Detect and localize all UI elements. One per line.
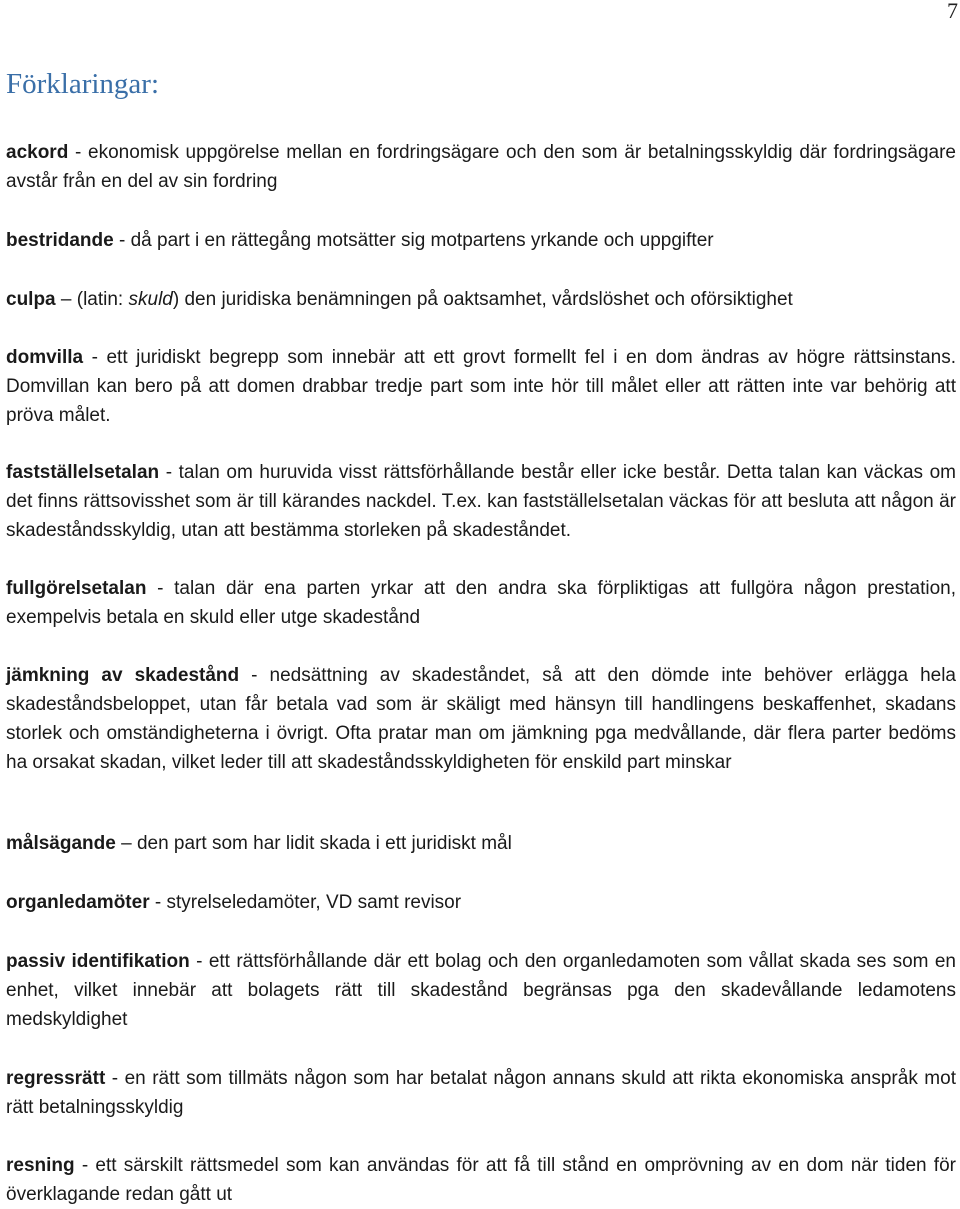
glossary-term: culpa [6,289,56,310]
separator: – [115,833,137,854]
glossary-definition: den part som har lidit skada i ett juridiskt mål [136,833,512,854]
glossary-definition: då part i en rättegång motsätter sig motpartens yrkande och uppgifter [130,230,714,251]
glossary-entry-faststallelsetalan [6,458,956,545]
glossary-entry-jamkning-av-skadestand [6,661,956,777]
separator: – [55,289,77,310]
glossary-entry-ackord [6,138,956,196]
glossary-definition: talan om huruvida visst rättsförhållande består eller icke består. Detta talan kan väckas om det finns rättsovisshet som är till kärandes nackdel. T.ex. kan fastställelsetalan väckas för att besluta att någon är skadeståndsskyldig, utan att bestämma storleken på skadeståndet. [6,462,956,541]
glossary-term: regressrätt [6,1068,106,1089]
glossary-definition: talan där ena parten yrkar att den andra ska förpliktigas att fullgöra någon prestation, exempelvis betala en skuld eller utge skadestånd [6,578,956,628]
glossary-entry-fullgorelsetalan [6,574,956,632]
glossary-entry-resning [6,1151,956,1209]
separator: - [189,951,209,972]
glossary-definition-prefix: (latin: [76,289,129,310]
separator: - [159,462,179,483]
glossary-term: organledamöter [6,892,150,913]
glossary-term: målsägande [6,833,116,854]
glossary-definition: ett juridiskt begrepp som innebär att ett grovt formellt fel i en dom ändras av högre rättsinstans. Domvillan kan bero på att domen drabbar tredje part som inte hör till målet eller att rätten inte var behörig att pröva målet. [6,347,956,426]
glossary-definition: nedsättning av skadeståndet, så att den dömde inte behöver erlägga hela skadeståndsbeloppet, utan får betala vad som är skäligt med hänsyn till handlingens beskaffenhet, skadans storlek och omständigheterna i övrigt. Ofta pratar man om jämkning pga medvållande, där flera parter bedöms ha orsakat skadan, vilket leder till att skadeståndsskyldigheten för enskild part minskar [6,665,956,773]
separator: - [113,230,131,251]
glossary-term: resning [6,1155,75,1176]
separator: - [105,1068,125,1089]
glossary-definition: en rätt som tillmäts någon som har betalat någon annans skuld att rikta ekonomiska anspråk mot rätt betalningsskyldig [6,1068,956,1118]
glossary-definition-suffix: ) den juridiska benämningen på oaktsamhet, vårdslöshet och oförsiktighet [172,289,793,310]
glossary-entry-malsagande [6,829,956,858]
glossary-term: ackord [6,142,69,163]
glossary-entry-bestridande [6,226,956,255]
glossary-term: fullgörelsetalan [6,578,147,599]
glossary-entry-domvilla [6,343,956,430]
glossary-term: fastställelsetalan [6,462,160,483]
separator: - [83,347,107,368]
glossary-entry-organledamoter [6,888,956,917]
glossary-definition: ett rättsförhållande där ett bolag och den organledamoten som vållat skada ses som en enhet, vilket innebär att bolagets rätt till skadestånd begränsas pga den skadevållande ledamotens medskyldighet [6,951,957,1030]
glossary-entry-regressratt [6,1064,956,1122]
separator: - [149,892,167,913]
glossary-term: domvilla [6,347,84,368]
glossary-term: bestridande [6,230,114,251]
separator: - [74,1155,96,1176]
glossary-entry-passiv-identifikation [6,947,956,1034]
glossary-definition: styrelseledamöter, VD samt revisor [166,892,462,913]
glossary-definition-italic: skuld [128,289,173,310]
page-title: Förklaringar: [6,68,160,100]
glossary-term: jämkning av skadestånd [6,665,240,686]
glossary-definition: ett särskilt rättsmedel som kan användas för att få till stånd en omprövning av en dom när tiden för överklagande redan gått ut [6,1155,956,1205]
glossary-term: passiv identifikation [6,951,190,972]
page-number: 7 [947,0,958,23]
separator: - [68,142,89,163]
separator: - [146,578,175,599]
glossary-definition: ekonomisk uppgörelse mellan en fordringsägare och den som är betalningsskyldig där fordringsägare avstår från en del av sin fordring [6,142,956,192]
separator: - [239,665,270,686]
glossary-entry-culpa [6,285,956,314]
